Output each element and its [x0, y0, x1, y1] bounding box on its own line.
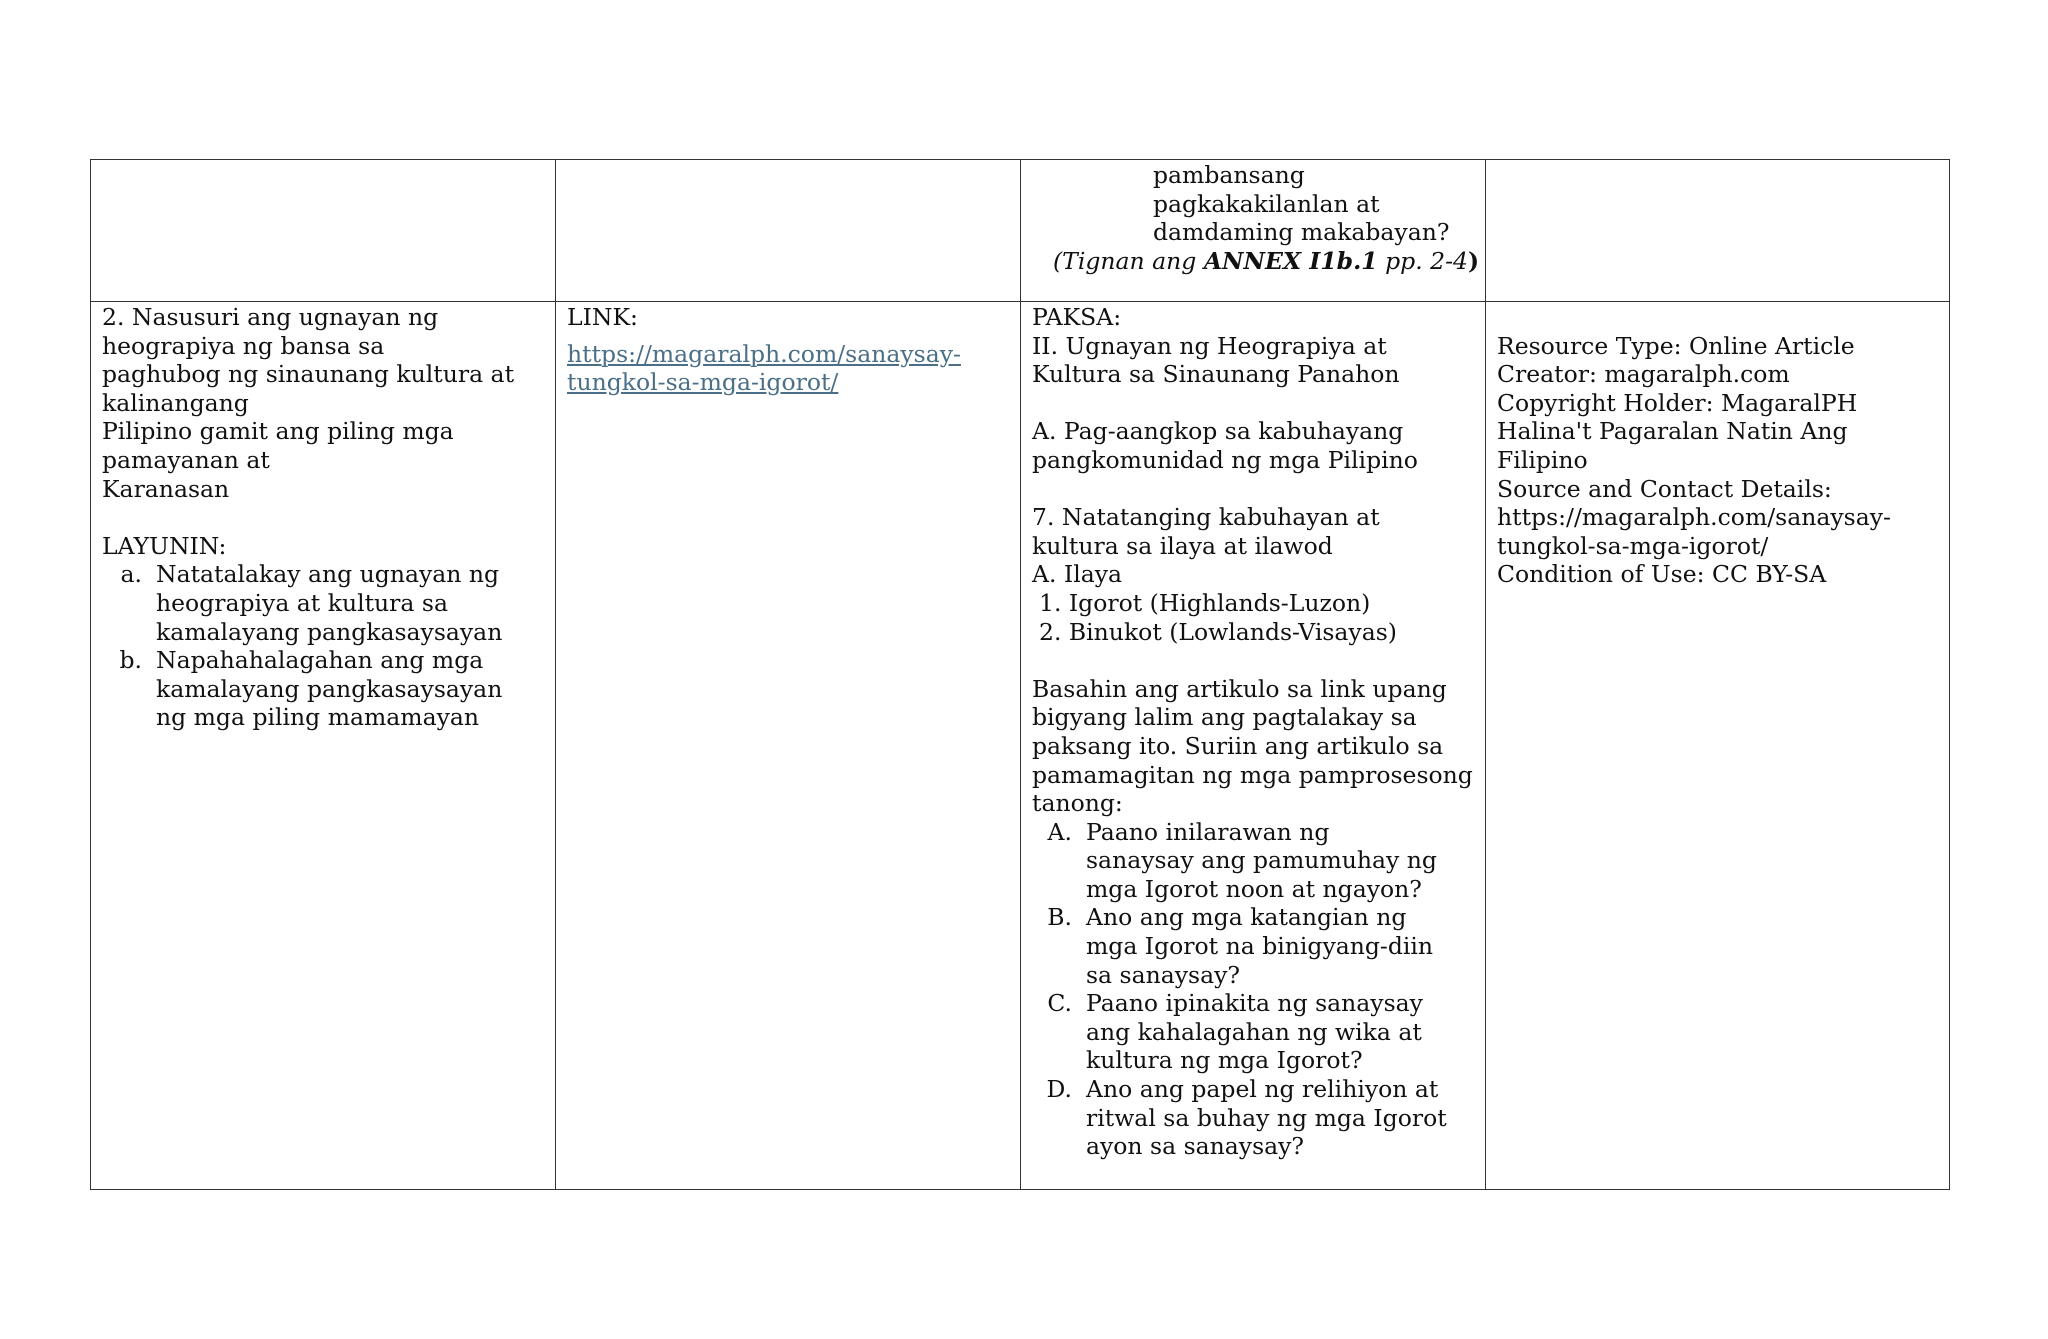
objectives-list [102, 560, 544, 732]
paksa-label: PAKSA: [1032, 303, 1122, 331]
question-line: Paano ipinakita ng sanaysay [1086, 989, 1423, 1018]
resource-cell [1486, 302, 1950, 1190]
question-line: mga Igorot na binigyang-diin [1086, 932, 1434, 961]
list-marker: C. [1047, 989, 1072, 1018]
instruction-line: paksang ito. Suriin ang artikulo sa [1032, 731, 1444, 760]
subtopic-line: kultura sa ilaya at ilawod [1032, 531, 1333, 560]
lesson-plan-table [90, 159, 1950, 1190]
question-line: Ano ang mga katangian ng [1086, 903, 1407, 932]
text-line: pambansang [1153, 161, 1305, 189]
resource-line: Source and Contact Details: [1497, 474, 1832, 503]
question-line: ritwal sa buhay ng mga Igorot [1086, 1103, 1447, 1132]
subtopic-line: pangkomunidad ng mga Pilipino [1032, 445, 1418, 474]
topic-cell [1021, 302, 1486, 1190]
article-link[interactable] [567, 340, 1009, 397]
link-cell-continued [556, 160, 1021, 302]
objective-line: ng mga piling mamamayan [156, 703, 479, 732]
question-line: Ano ang papel ng relihiyon at [1086, 1075, 1439, 1104]
resource-line: Copyright Holder: MagaralPH [1497, 388, 1858, 417]
competency-line: Pilipino gamit ang piling mga [102, 417, 454, 446]
resource-line: Filipino [1497, 445, 1588, 474]
resource-cell-continued [1486, 160, 1950, 302]
list-marker: D. [1046, 1075, 1072, 1104]
competency-line: paghubog ng sinaunang kultura at [102, 360, 515, 389]
list-marker: A. [1047, 817, 1072, 846]
list-item: 1. Igorot (Highlands-Luzon) [1039, 588, 1371, 617]
question-line: ayon sa sanaysay? [1086, 1132, 1305, 1161]
question-line: sa sanaysay? [1086, 960, 1240, 989]
list-item: 2. Binukot (Lowlands-Visayas) [1039, 617, 1397, 646]
question-line: ang kahalagahan ng wika at [1086, 1017, 1422, 1046]
topic-cell-continued [1021, 160, 1486, 302]
link-line[interactable]: https://magaralph.com/sanaysay- [567, 339, 961, 368]
question-line: sanaysay ang pamumuhay ng [1086, 846, 1437, 875]
competency-line: heograpiya ng bansa sa [102, 331, 385, 360]
list-marker: b. [119, 646, 142, 675]
table-row [91, 160, 1950, 302]
subtopic-line: A. Pag-aangkop sa kabuhayang [1032, 417, 1404, 446]
link-label: LINK: [567, 303, 638, 331]
table-row [91, 302, 1950, 1190]
link-cell [556, 302, 1021, 1190]
text-line: damdaming makabayan? [1153, 218, 1450, 247]
objective-line: heograpiya at kultura sa [156, 588, 448, 617]
annex-label: ANNEX I1b.1 [1203, 246, 1378, 275]
list-item [1032, 1075, 1474, 1161]
subtopic-line: 7. Natatanging kabuhayan at [1032, 503, 1380, 532]
list-item [102, 646, 544, 732]
question-line: mga Igorot noon at ngayon? [1086, 874, 1422, 903]
resource-line: Resource Type: Online Article [1497, 331, 1855, 360]
resource-line: Halina't Pagaralan Natin Ang [1497, 417, 1848, 446]
annex-pages: pp. 2-4 [1377, 246, 1468, 275]
list-item [1032, 989, 1474, 1075]
topic-heading: II. Ugnayan ng Heograpiya at [1032, 331, 1387, 360]
annex-prefix: (Tignan ang [1053, 246, 1204, 275]
list-item [1032, 903, 1474, 989]
instruction-line: pamamagitan ng mga pamprosesong [1032, 760, 1473, 789]
competency-line: Karanasan [102, 474, 230, 503]
instruction-line: Basahin ang artikulo sa link upang [1032, 674, 1447, 703]
instruction-line: bigyang lalim ang pagtalakay sa [1032, 703, 1417, 732]
objective-line: kamalayang pangkasaysayan [156, 674, 503, 703]
text-line: pagkakakilanlan at [1153, 189, 1380, 218]
competency-cell [91, 302, 556, 1190]
ilaya-label: A. Ilaya [1032, 560, 1123, 589]
competency-cell-continued [91, 160, 556, 302]
list-marker: a. [120, 560, 142, 589]
resource-line: Condition of Use: CC BY-SA [1497, 560, 1827, 589]
competency-line: 2. Nasusuri ang ugnayan ng [102, 303, 439, 331]
resource-line: tungkol-sa-mga-igorot/ [1497, 531, 1769, 560]
resource-line: Creator: magaralph.com [1497, 360, 1790, 389]
layunin-label: LAYUNIN: [102, 531, 227, 560]
list-marker: B. [1047, 903, 1072, 932]
link-line[interactable]: tungkol-sa-mga-igorot/ [567, 368, 839, 397]
instruction-line: tanong: [1032, 789, 1123, 818]
questions-list [1032, 818, 1474, 1161]
annex-close: ) [1468, 246, 1480, 275]
competency-line: pamayanan at [102, 445, 270, 474]
question-line: kultura ng mga Igorot? [1086, 1046, 1363, 1075]
continued-question [1032, 160, 1474, 247]
list-item [1032, 818, 1474, 904]
annex-reference [1032, 246, 1480, 276]
resource-line: https://magaralph.com/sanaysay- [1497, 503, 1891, 532]
list-item [102, 560, 544, 646]
question-line: Paano inilarawan ng [1086, 817, 1330, 846]
objective-line: kamalayang pangkasaysayan [156, 617, 503, 646]
competency-line: kalinangang [102, 388, 249, 417]
topic-heading: Kultura sa Sinaunang Panahon [1032, 360, 1400, 389]
objective-line: Napahahalagahan ang mga [156, 646, 484, 675]
ilaya-list [1032, 589, 1474, 646]
objective-line: Natatalakay ang ugnayan ng [156, 560, 500, 589]
